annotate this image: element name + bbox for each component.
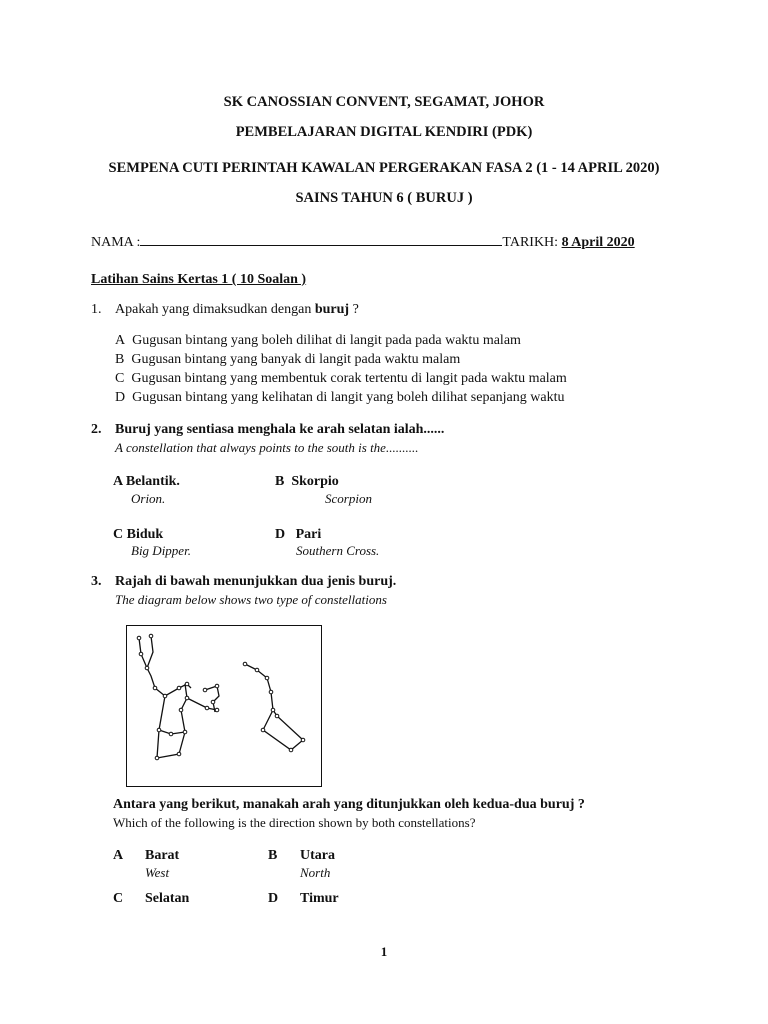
option-letter: D bbox=[275, 527, 286, 542]
option-text: Gugusan bintang yang banyak di langit pada waktu malam bbox=[131, 352, 461, 367]
constellation-drawing bbox=[127, 626, 321, 786]
option-label: Pari bbox=[295, 527, 322, 542]
stars bbox=[137, 634, 305, 760]
section-title: Latihan Sains Kertas 1 ( 10 Soalan ) bbox=[91, 272, 307, 287]
option-letter: A bbox=[115, 333, 126, 348]
q3-option-a-english: West bbox=[145, 865, 170, 880]
q2-option-c-english: Big Dipper. bbox=[131, 543, 191, 558]
q3-option-d-letter: D bbox=[268, 891, 279, 906]
constellation-diagram bbox=[126, 625, 322, 787]
q2-option-d[interactable] bbox=[275, 527, 321, 543]
q3-option-d[interactable]: Timur bbox=[300, 891, 339, 906]
option-text: Gugusan bintang yang kelihatan di langit yang boleh dilihat sepanjang waktu bbox=[132, 390, 565, 405]
q3-question-english: Which of the following is the direction shown by both constellations? bbox=[113, 815, 476, 830]
q1-text-bold: buruj bbox=[314, 302, 350, 317]
q3-translation: The diagram below shows two type of constellations bbox=[115, 592, 387, 607]
q3-option-c-letter: C bbox=[113, 891, 124, 906]
school-name: SK CANOSSIAN CONVENT, SEGAMAT, JOHOR bbox=[223, 94, 545, 110]
name-field-line[interactable] bbox=[140, 231, 502, 246]
option-letter: D bbox=[115, 390, 126, 405]
subject-title: SAINS TAHUN 6 ( BURUJ ) bbox=[295, 190, 473, 206]
option-letter: B bbox=[275, 474, 285, 489]
q1-option-c[interactable] bbox=[115, 371, 567, 387]
q2-option-a-english: Orion. bbox=[131, 491, 166, 506]
option-text: Gugusan bintang yang boleh dilihat di langit pada pada waktu malam bbox=[132, 333, 521, 348]
q1-text-before: Apakah yang dimaksudkan dengan bbox=[115, 302, 312, 317]
big-dipper-constellation bbox=[245, 664, 303, 750]
option-letter: C bbox=[113, 527, 124, 542]
program-title: PEMBELAJARAN DIGITAL KENDIRI (PDK) bbox=[235, 124, 533, 140]
q3-question: Antara yang berikut, manakah arah yang ditunjukkan oleh kedua-dua buruj ? bbox=[113, 797, 585, 812]
q1-text bbox=[115, 302, 359, 318]
name-row bbox=[91, 231, 635, 251]
q3-option-b-english: North bbox=[300, 865, 331, 880]
date-label: TARIKH: bbox=[502, 235, 559, 250]
name-label: NAMA : bbox=[91, 235, 141, 250]
date-value: 8 April 2020 bbox=[561, 235, 635, 250]
q2-option-b-english: Scorpion bbox=[325, 491, 372, 506]
option-label: Biduk bbox=[126, 527, 164, 542]
q2-option-d-english: Southern Cross. bbox=[296, 543, 380, 558]
option-text: Gugusan bintang yang membentuk corak tertentu di langit pada waktu malam bbox=[131, 371, 567, 386]
q2-option-b[interactable] bbox=[275, 474, 339, 490]
q3-text: Rajah di bawah menunjukkan dua jenis buruj. bbox=[115, 574, 397, 589]
page-number: 1 bbox=[380, 944, 388, 959]
q3-option-c[interactable]: Selatan bbox=[145, 891, 190, 906]
option-label: Belantik. bbox=[125, 474, 180, 489]
option-letter: C bbox=[115, 371, 125, 386]
q2-translation: A constellation that always points to the south is the.......... bbox=[115, 440, 419, 455]
q3-option-b[interactable]: Utara bbox=[300, 848, 335, 863]
q1-number: 1. bbox=[91, 302, 102, 317]
q3-option-b-letter: B bbox=[268, 848, 278, 863]
q2-text: Buruj yang sentiasa menghala ke arah selatan ialah...... bbox=[115, 422, 445, 437]
q1-option-b[interactable] bbox=[115, 352, 460, 368]
q3-number: 3. bbox=[91, 574, 102, 589]
q1-text-after: ? bbox=[352, 302, 359, 317]
q3-option-a[interactable]: Barat bbox=[145, 848, 180, 863]
q1-option-d[interactable] bbox=[115, 390, 564, 406]
q2-number: 2. bbox=[91, 422, 102, 437]
q2-option-a[interactable] bbox=[113, 474, 180, 490]
q1-option-a[interactable] bbox=[115, 333, 521, 349]
orion-constellation bbox=[139, 636, 219, 758]
q3-option-a-letter: A bbox=[113, 848, 124, 863]
option-letter: A bbox=[113, 474, 123, 489]
q2-option-c[interactable] bbox=[113, 527, 163, 543]
option-letter: B bbox=[115, 352, 125, 367]
option-label: Skorpio bbox=[291, 474, 339, 489]
occasion-title: SEMPENA CUTI PERINTAH KAWALAN PERGERAKAN FASA 2 (1 - 14 APRIL 2020) bbox=[108, 160, 660, 176]
